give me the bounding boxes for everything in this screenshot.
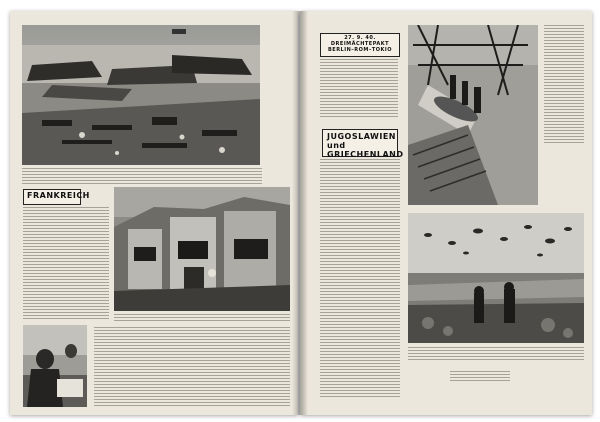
photo-paratroopers: [408, 213, 584, 343]
photo-beach-landing: [22, 25, 260, 165]
left-page: [10, 11, 298, 415]
headline-jugoslawien-line2: und GRIECHENLAND: [327, 141, 404, 160]
photo-office: [23, 325, 87, 407]
date-box-line1: 27. 9. 40. DREIMÄCHTEPAKT: [330, 35, 390, 47]
headline-date-box: [320, 33, 400, 57]
binding-gutter: [292, 11, 308, 415]
body-text-jugoslawien: [320, 159, 400, 399]
body-text-bottom-left: [94, 327, 290, 407]
right-page: [300, 11, 592, 415]
body-text-pact: [320, 59, 398, 119]
caption-bunker: [114, 314, 290, 322]
headline-jugoslawien-line1: JUGOSLAWIEN: [327, 132, 396, 141]
headline-frankreich-text: FRANKREICH: [27, 191, 90, 200]
date-box-line2: BERLIN–ROM–TOKIO: [327, 46, 393, 53]
caption-beach-landing: [22, 168, 262, 184]
photo-bunker: [114, 187, 290, 311]
photo-bridge-crossing: [408, 25, 538, 205]
body-text-frankreich: [23, 207, 109, 319]
caption-bottom-small: [450, 371, 510, 383]
headline-jugoslawien: [322, 129, 404, 160]
body-text-right-column: [544, 25, 584, 145]
magazine-spread: [10, 11, 592, 415]
headline-frankreich: [23, 189, 90, 205]
caption-paratroopers: [408, 347, 584, 361]
